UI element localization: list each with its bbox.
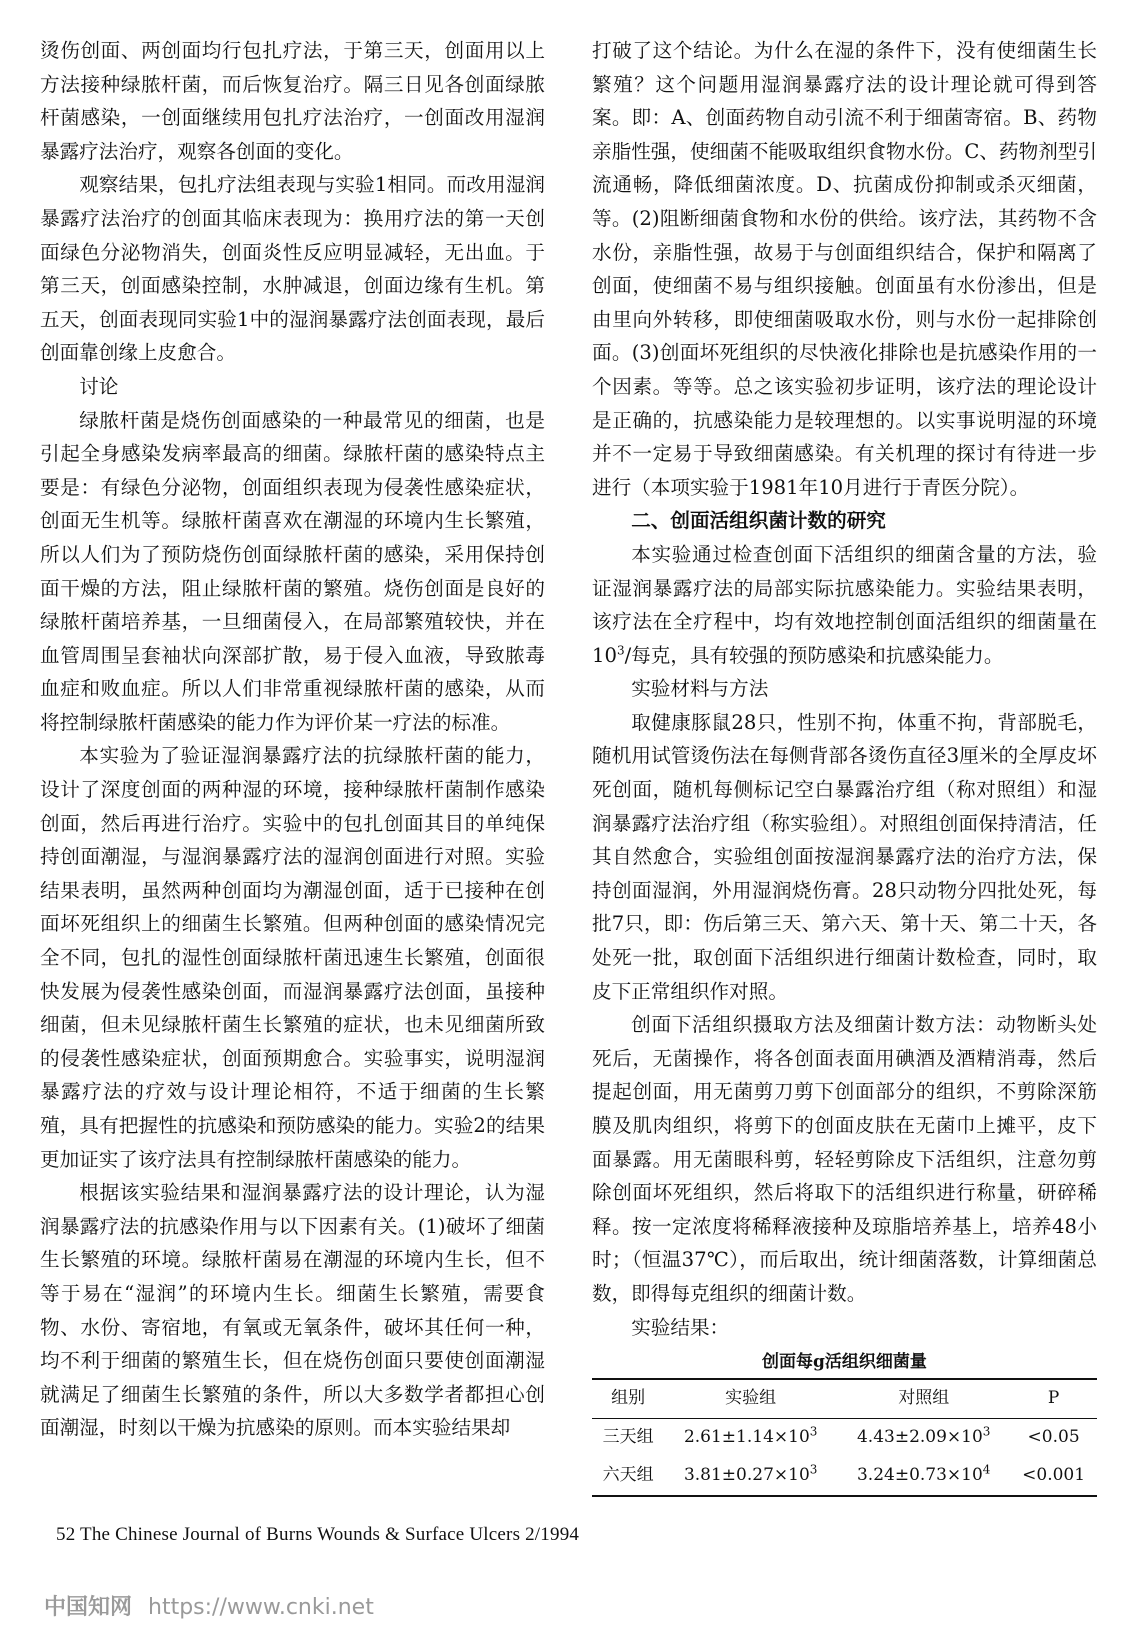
- section-heading: 二、创面活组织菌计数的研究: [631, 509, 886, 533]
- control-cell: [837, 1419, 1010, 1458]
- table-row: [592, 1457, 1097, 1496]
- value: 2.61±1.14×10: [683, 1427, 810, 1448]
- table-title: 创面每g活组织细菌量: [762, 1352, 927, 1373]
- watermark: [44, 1590, 374, 1621]
- group-cell: 三天组: [602, 1427, 654, 1448]
- experimental-cell: [664, 1457, 837, 1496]
- methods-heading: 实验材料与方法: [631, 677, 769, 701]
- paragraph: [592, 538, 1097, 672]
- left-column: [40, 34, 545, 1445]
- watermark-url[interactable]: https://www.cnki.net: [148, 1595, 374, 1620]
- paragraph: 观察结果，包扎疗法组表现与实验1相同。而改用湿润暴露疗法治疗的创面其临床表现为：换用疗法的第一天创面绿色分泌物消失，创面炎性反应明显减轻，无出血。于第三天，创面感染控制，水肿减退，创面边缘有生机。第五天，创面表现同实验1中的湿润暴露疗法创面表现，最后创面靠创缘上皮愈合。: [40, 173, 545, 365]
- paragraph: 根据该实验结果和湿润暴露疗法的设计理论，认为湿润暴露疗法的抗感染作用与以下因素有关。(1)破坏了细菌生长繁殖的环境。绿脓杆菌易在潮湿的环境内生长，但不等于易在“湿润”的环境内生长。细菌生长繁殖，需要食物、水份、寄宿地，有氧或无氧条件，破坏其任何一种，均不利于细菌的繁殖生长，但在烧伤创面只要使创面潮湿就满足了细菌生长繁殖的条件，所以大多数学者都担心创面潮湿，时刻以干燥为抗感染的原则。而本实验结果却: [40, 1181, 545, 1440]
- superscript: 3: [616, 643, 625, 658]
- results-heading: 实验结果：: [631, 1315, 730, 1339]
- column-header: 组别: [611, 1388, 646, 1409]
- paragraph: 取健康豚鼠28只，性别不拘，体重不拘，背部脱毛，随机用试管烫伤法在每侧背部各烫伤直径3厘米的全厚皮坏死创面，随机每侧标记空白暴露治疗组（称对照组）和湿润暴露疗法治疗组（称实验组）。对照组创面保持清洁，任其自然愈合，实验组创面按湿润暴露疗法的治疗方法，保持创面湿润，外用湿润烧伤膏。28只动物分四批处死，每批7只，即：伤后第三天、第六天、第十天、第二十天，各处死一批，取创面下活组织进行细菌计数检查，同时，取皮下正常组织作对照。: [592, 710, 1097, 1003]
- value: 4.43±2.09×10: [856, 1427, 983, 1448]
- column-header: 对照组: [898, 1388, 950, 1409]
- paragraph: 创面下活组织摄取方法及细菌计数方法：动物断头处死后，无菌操作，将各创面表面用碘酒及酒精消毒，然后提起创面，用无菌剪刀剪下创面部分的组织，不剪除深筋膜及肌肉组织，将剪下的创面皮肤在无菌巾上摊平，皮下面暴露。用无菌眼科剪，轻轻剪除皮下活组织，注意勿剪除创面坏死组织，然后将取下的活组织进行称量，研碎稀释。按一定浓度将稀释液接种及琼脂培养基上，培养48小时；（恒温37℃），而后取出，统计细菌落数，计算细菌总数，即得每克组织的细菌计数。: [592, 1013, 1097, 1305]
- exponent: 3: [809, 1462, 818, 1477]
- p-value-cell: <0.05: [1027, 1427, 1080, 1448]
- exponent: 3: [809, 1424, 818, 1439]
- paragraph: 本实验为了验证湿润暴露疗法的抗绿脓杆菌的能力，设计了深度创面的两种湿的环境，接种绿脓杆菌制作感染创面，然后再进行治疗。实验中的包扎创面其目的单纯保持创面潮湿，与湿润暴露疗法的湿润创面进行对照。实验结果表明，虽然两种创面均为潮湿创面，适于已接种在创面坏死组织上的细菌生长繁殖。但两种创面的感染情况完全不同，包扎的湿性创面绿脓杆菌迅速生长繁殖，创面很快发展为侵袭性感染创面，而湿润暴露疗法创面，虽接种细菌，但未见绿脓杆菌生长繁殖的症状，也未见细菌所致的侵袭性感染症状，创面预期愈合。实验事实，说明湿润暴露疗法的疗效与设计理论相符，不适于细菌的生长繁殖，具有把握性的抗感染和预防感染的能力。实验2的结果更加证实了该疗法具有控制绿脓杆菌感染的能力。: [40, 744, 545, 1171]
- column-header: P: [1047, 1388, 1060, 1409]
- p-value-cell: <0.001: [1022, 1465, 1086, 1486]
- value: 3.24±0.73×10: [856, 1465, 983, 1486]
- paragraph: 打破了这个结论。为什么在湿的条件下，没有使细菌生长繁殖？这个问题用湿润暴露疗法的设计理论就可得到答案。即：A、创面药物自动引流不利于细菌寄宿。B、药物亲脂性强，使细菌不能吸取组织食物水份。C、药物剂型引流通畅，降低细菌浓度。D、抗菌成份抑制或杀灭细菌，等。(2)阻断细菌食物和水份的供给。该疗法，其药物不含水份，亲脂性强，故易于与创面组织结合，保护和隔离了创面，使细菌不易与组织接触。创面虽有水份渗出，但是由里向外转移，即使细菌吸取水份，则与水份一起排除创面。(3)创面坏死组织的尽快液化排除也是抗感染作用的一个因素。等等。总之该实验初步证明，该疗法的理论设计是正确的，抗感染能力是较理想的。以实事说明湿的环境并不一定易于导致细菌感染。有关机理的探讨有待进一步进行（本项实验于1981年10月进行于青医分院）。: [592, 39, 1097, 499]
- watermark-brand: 中国知网: [44, 1595, 133, 1620]
- paragraph-text: 本实验通过检查创面下活组织的细菌含量的方法，验证湿润暴露疗法的局部实际抗感染能力。实验结果表明，该疗法在全疗程中，均有效地控制创面活组织的细菌量在10: [592, 542, 1097, 667]
- column-header: 实验组: [725, 1388, 777, 1409]
- exponent: 3: [982, 1424, 991, 1439]
- table-header-row: [592, 1379, 1097, 1419]
- control-cell: [837, 1457, 1010, 1496]
- paragraph: 烫伤创面、两创面均行包扎疗法，于第三天，创面用以上方法接种绿脓杆菌，而后恢复治疗。隔三日见各创面绿脓杆菌感染，一创面继续用包扎疗法治疗，一创面改用湿润暴露疗法治疗，观察各创面的变化。: [40, 39, 545, 163]
- results-table: [592, 1378, 1097, 1497]
- paragraph: 绿脓杆菌是烧伤创面感染的一种最常见的细菌，也是引起全身感染发病率最高的细菌。绿脓杆菌的感染特点主要是：有绿色分泌物，创面组织表现为侵袭性感染症状，创面无生机等。绿脓杆菌喜欢在潮湿的环境内生长繁殖，所以人们为了预防烧伤创面绿脓杆菌的感染，采用保持创面干燥的方法，阻止绿脓杆菌的繁殖。烧伤创面是良好的绿脓杆菌培养基，一旦细菌侵入，在局部繁殖较快，并在血管周围呈套袖状向深部扩散，易于侵入血液，导致脓毒血症和败血症。所以人们非常重视绿脓杆菌的感染，从而将控制绿脓杆菌感染的能力作为评价某一疗法的标准。: [40, 408, 545, 734]
- page-footer: 52 The Chinese Journal of Burns Wounds & Surface Ulcers 2/1994: [56, 1524, 580, 1545]
- exponent: 4: [982, 1462, 991, 1477]
- right-column: [592, 34, 1097, 1497]
- paragraph-text: /每克，具有较强的预防感染和抗感染能力。: [624, 643, 1004, 667]
- value: 3.81±0.27×10: [683, 1465, 810, 1486]
- table-row: [592, 1419, 1097, 1458]
- group-cell: 六天组: [602, 1465, 654, 1486]
- experimental-cell: [664, 1419, 837, 1458]
- discussion-heading: 讨论: [79, 374, 119, 398]
